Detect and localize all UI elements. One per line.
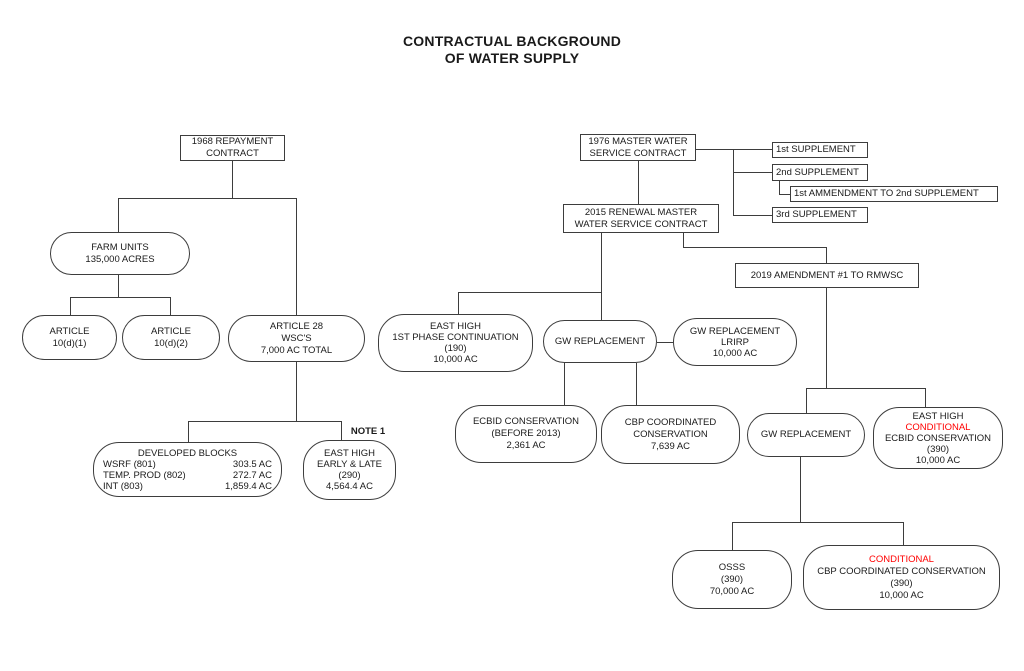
node-text: WATER SERVICE CONTRACT (574, 218, 708, 230)
node-text: GW REPLACEMENT (554, 335, 646, 347)
node-1968-repayment-contract (180, 135, 285, 161)
node-text: 10,000 AC (712, 347, 758, 359)
node-text: EARLY & LATE (317, 459, 382, 470)
row-value: 1,859.4 AC (224, 480, 272, 492)
connector-line (188, 421, 341, 422)
node-1st-ammendment-to-2nd-supplement (790, 186, 998, 202)
node-ecbid-conservation-before-2013 (455, 405, 597, 463)
connector-line (636, 363, 637, 405)
node-text: 7,639 AC (650, 440, 691, 452)
node-article-28 (228, 315, 365, 362)
node-text: OSSS (718, 561, 746, 573)
developed-blocks-row (103, 481, 272, 492)
connector-line (638, 161, 639, 204)
node-text: 10(d)(1) (52, 337, 87, 349)
node-text: 3rd SUPPLEMENT (776, 209, 857, 220)
node-text: EAST HIGH (912, 410, 964, 422)
row-label: INT (803) (103, 480, 143, 492)
node-text: EAST HIGH (429, 321, 482, 332)
connector-line (826, 288, 827, 388)
node-east-high-1st-phase-continuation (378, 314, 533, 372)
connector-line (779, 194, 790, 195)
node-text: 1st AMMENDMENT TO 2nd SUPPLEMENT (794, 188, 979, 199)
connector-line (70, 297, 170, 298)
connector-line (733, 215, 772, 216)
connector-line (806, 388, 925, 389)
node-text: ECBID CONSERVATION (884, 432, 992, 444)
node-text: (BEFORE 2013) (491, 428, 561, 439)
node-conditional-cbp-coordinated-conservation (803, 545, 1000, 610)
node-text: 1968 REPAYMENT (191, 136, 274, 147)
connector-line (806, 388, 807, 413)
note-1-label: NOTE 1 (350, 426, 386, 437)
node-3rd-supplement (772, 207, 868, 223)
connector-line (564, 363, 565, 405)
node-text: CONSERVATION (633, 428, 708, 440)
connector-line (232, 161, 233, 198)
page-title-line1: CONTRACTUAL BACKGROUND (402, 33, 622, 49)
row-label: TEMP. PROD (802) (103, 469, 186, 481)
connector-line (601, 233, 602, 320)
node-text: FARM UNITS (91, 241, 149, 253)
node-text: 7,000 AC TOTAL (260, 344, 333, 356)
node-text: (190) (444, 343, 467, 354)
connector-line (696, 149, 772, 150)
connector-line (458, 292, 601, 293)
node-osss (672, 550, 792, 609)
node-text: 10,000 AC (433, 354, 478, 365)
node-text: 2019 AMENDMENT #1 TO RMWSC (750, 269, 904, 281)
node-text: LRIRP (721, 336, 749, 348)
connector-line (683, 233, 684, 247)
node-text: 2015 RENEWAL MASTER (584, 206, 698, 218)
connector-line (70, 297, 71, 315)
connector-line (733, 172, 772, 173)
row-label: WSRF (801) (103, 458, 156, 470)
node-gw-replacement-right (747, 413, 865, 457)
node-1st-supplement (772, 142, 868, 158)
developed-blocks-row (103, 470, 272, 481)
node-text: 10,000 AC (915, 454, 961, 466)
node-text: 10,000 AC (879, 589, 924, 601)
connector-line (118, 198, 119, 232)
connector-line (118, 198, 297, 199)
node-gw-replacement-lrirp (673, 318, 797, 366)
node-text: (390) (926, 443, 950, 455)
page-title-line2: OF WATER SUPPLY (444, 50, 580, 66)
node-text: ARTICLE (151, 325, 191, 337)
node-article-10d1 (22, 315, 117, 360)
node-text: (290) (338, 470, 361, 481)
node-text: CBP COORDINATED CONSERVATION (817, 565, 986, 577)
node-farm-units (50, 232, 190, 275)
node-1976-master-water-service-contract (580, 134, 696, 161)
developed-blocks-row (103, 459, 272, 470)
node-text: CONTRACT (206, 148, 259, 159)
node-text: EAST HIGH (323, 448, 376, 459)
node-text: 135,000 ACRES (85, 253, 155, 265)
node-text: 70,000 AC (709, 585, 755, 597)
conditional-label: CONDITIONAL (869, 553, 934, 565)
connector-line (826, 247, 827, 263)
node-text: DEVELOPED BLOCKS (137, 447, 238, 459)
node-2nd-supplement (772, 164, 868, 181)
node-text: WSC'S (281, 332, 312, 344)
connector-line (733, 149, 734, 215)
connector-line (657, 342, 673, 343)
connector-line (296, 198, 297, 315)
node-developed-blocks (93, 442, 282, 497)
node-text: 2nd SUPPLEMENT (776, 166, 859, 178)
connector-line (925, 388, 926, 407)
node-text: 1976 MASTER WATER (588, 135, 688, 147)
row-value: 303.5 AC (232, 458, 272, 470)
node-text: 4,564.4 AC (325, 481, 373, 492)
conditional-label: CONDITIONAL (905, 421, 971, 433)
node-2019-amendment-1-to-rmwsc (735, 263, 919, 288)
node-text: ARTICLE 28 (269, 320, 324, 332)
node-text: 10(d)(2) (154, 337, 188, 349)
connector-line (118, 275, 119, 297)
node-text: GW REPLACEMENT (760, 429, 852, 440)
node-text: ECBID CONSERVATION (472, 416, 580, 427)
node-east-high-conditional-ecbid-conservation (873, 407, 1003, 469)
connector-line (800, 457, 801, 522)
node-text: 1ST PHASE CONTINUATION (392, 332, 519, 343)
connector-line (903, 522, 904, 545)
node-text: ARTICLE (49, 325, 90, 337)
connector-line (683, 247, 826, 248)
node-text: SERVICE CONTRACT (589, 147, 687, 159)
connector-line (170, 297, 171, 315)
node-text: 1st SUPPLEMENT (776, 144, 856, 155)
node-article-10d2 (122, 315, 220, 360)
connector-line (458, 292, 459, 314)
connector-line (732, 522, 733, 550)
node-text: 2,361 AC (506, 440, 546, 451)
page-title (0, 33, 1024, 67)
node-gw-replacement-middle (543, 320, 657, 363)
connector-line (296, 362, 297, 421)
node-text: (390) (720, 573, 744, 585)
node-2015-renewal-master-water-service-contract (563, 204, 719, 233)
connector-line (732, 522, 903, 523)
node-cbp-coordinated-conservation (601, 405, 740, 464)
node-text: (390) (890, 577, 913, 589)
connector-line (188, 421, 189, 442)
node-east-high-early-late (303, 440, 396, 500)
node-text: CBP COORDINATED (624, 416, 717, 428)
row-value: 272.7 AC (232, 469, 272, 481)
connector-line (779, 181, 780, 194)
node-text: GW REPLACEMENT (689, 325, 781, 337)
